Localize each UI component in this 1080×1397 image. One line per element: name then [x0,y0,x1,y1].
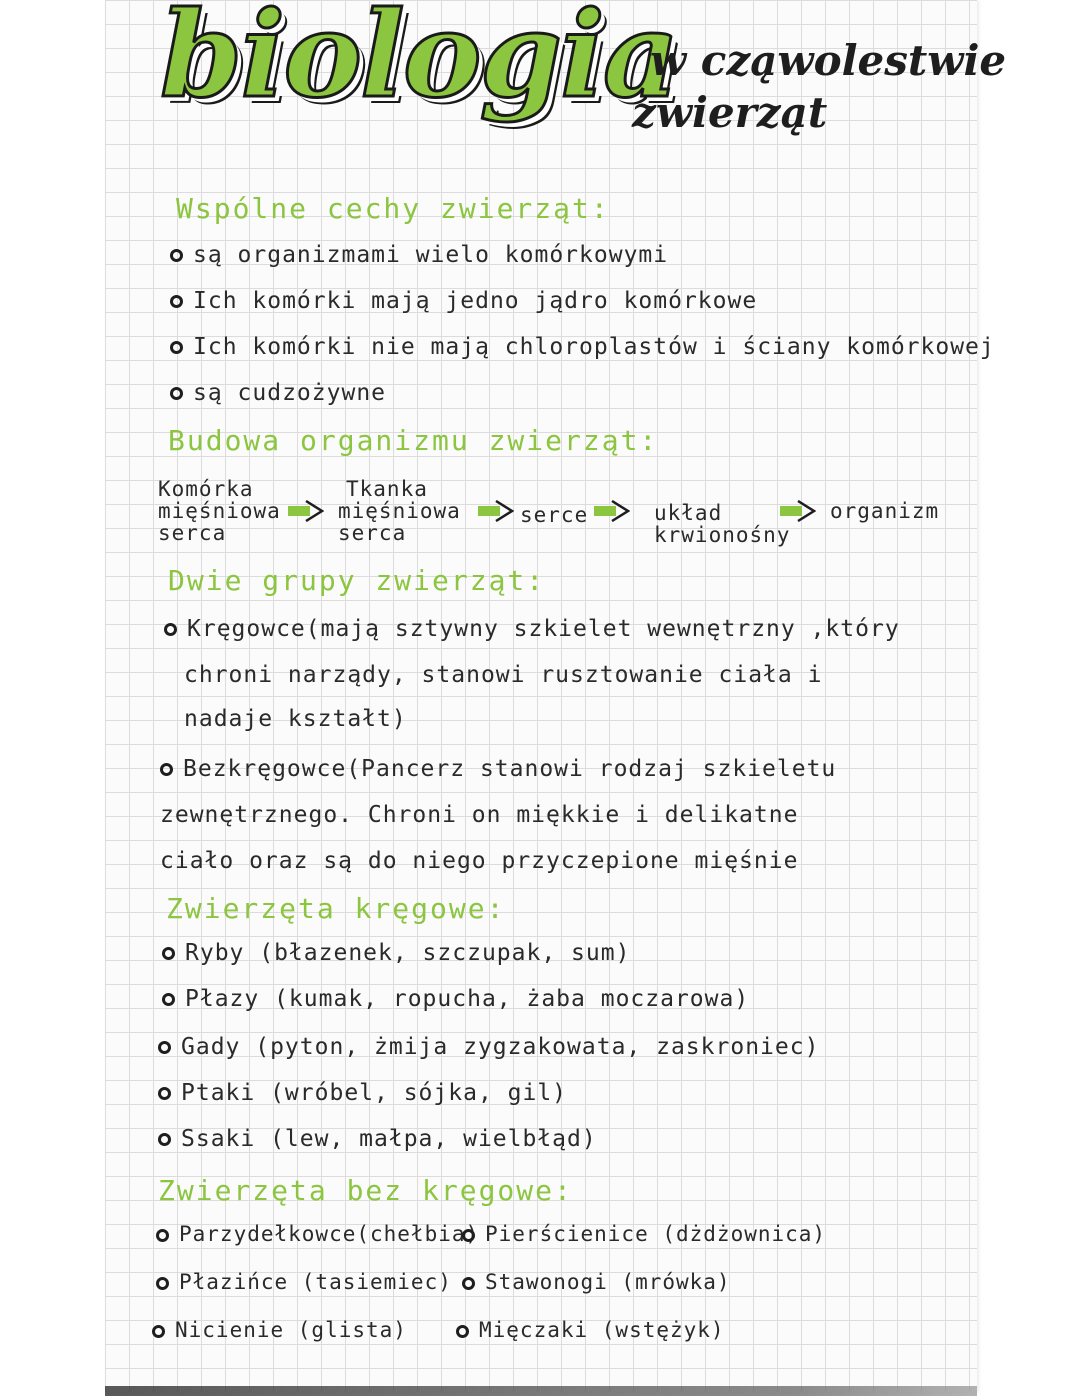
arrow-right-icon [478,500,514,522]
groups-heading: Dwie grupy zwierząt: [168,564,546,597]
bullet-icon [152,1325,165,1338]
features-heading: Wspólne cechy zwierząt: [176,192,610,225]
flow-step-cell: Komórka mięśniowa serca [158,477,281,545]
subtitle-line-1: w cząwolestwie [650,36,1007,85]
bullet-icon [158,1087,171,1100]
vertebrates-line: Kręgowce(mają sztywny szkielet wewnętrzny ,który [164,616,900,642]
invertebrate-animals-heading: Zwierzęta bez kręgowe: [158,1174,573,1207]
bullet-icon [158,1133,171,1146]
vertebrate-animals-heading: Zwierzęta kręgowe: [166,892,506,925]
subtitle-line-2: zwierząt [632,88,828,137]
bullet-icon [158,1041,171,1054]
bullet-icon [164,623,177,636]
vertebrate-animal-item: Gady (pyton, żmija zygzakowata, zaskroniec) [158,1034,819,1060]
invertebrates-line: zewnętrznego. Chroni on miękkie i delikatne [160,802,799,828]
flow-step-tissue: Tkanka mięśniowa serca [338,477,461,545]
arrow-right-icon [780,500,816,522]
invertebrate-animal-item: Płazińce (tasiemiec) [156,1270,452,1294]
bullet-icon [162,947,175,960]
vertebrate-animal-item: Płazy (kumak, ropucha, żaba moczarowa) [162,986,749,1012]
feature-item: Ich komórki nie mają chloroplastów i ściany komórkowej [170,334,995,360]
flow-step-system: układ krwionośny [654,501,791,547]
vertebrate-animal-item: Ssaki (lew, małpa, wielbłąd) [158,1126,597,1152]
invertebrates-line: Bezkręgowce(Pancerz stanowi rodzaj szkieletu [160,756,836,782]
invertebrate-animal-item: Stawonogi (mrówka) [462,1270,731,1294]
bullet-icon [170,387,183,400]
structure-heading: Budowa organizmu zwierząt: [168,424,659,457]
vertebrate-animal-item: Ptaki (wróbel, sójka, gil) [158,1080,567,1106]
bullet-icon [462,1229,475,1242]
bullet-icon [170,341,183,354]
invertebrates-line: ciało oraz są do niego przyczepione mięśnie [160,848,799,874]
vertebrates-line: chroni narządy, stanowi rusztowanie ciała i [184,662,823,688]
invertebrate-animal-item: Mięczaki (wstężyk) [456,1318,725,1342]
arrow-right-icon [594,500,630,522]
bullet-icon [156,1229,169,1242]
feature-item: Ich komórki mają jedno jądro komórkowe [170,288,757,314]
invertebrate-animal-item: Nicienie (glista) [152,1318,407,1342]
bullet-icon [160,763,173,776]
bullet-icon [156,1277,169,1290]
bullet-icon [170,249,183,262]
feature-item: są organizmami wielo komórkowymi [170,242,668,268]
invertebrate-animal-item: Parzydełkowce(chełbia) [156,1222,479,1246]
flow-step-organism: organizm [830,499,940,523]
bullet-icon [456,1325,469,1338]
vertebrates-line: nadaje kształt) [184,706,407,732]
bullet-icon [162,993,175,1006]
arrow-right-icon [288,500,324,522]
bullet-icon [170,295,183,308]
invertebrate-animal-item: Pierścienice (dżdżownica) [462,1222,826,1246]
page-edge-shadow [105,1386,977,1396]
vertebrate-animal-item: Ryby (błazenek, szczupak, sum) [162,940,630,966]
feature-item: są cudzożywne [170,380,386,406]
bullet-icon [462,1277,475,1290]
page-title: biologia [160,0,678,124]
flow-step-organ: serce [520,503,589,527]
